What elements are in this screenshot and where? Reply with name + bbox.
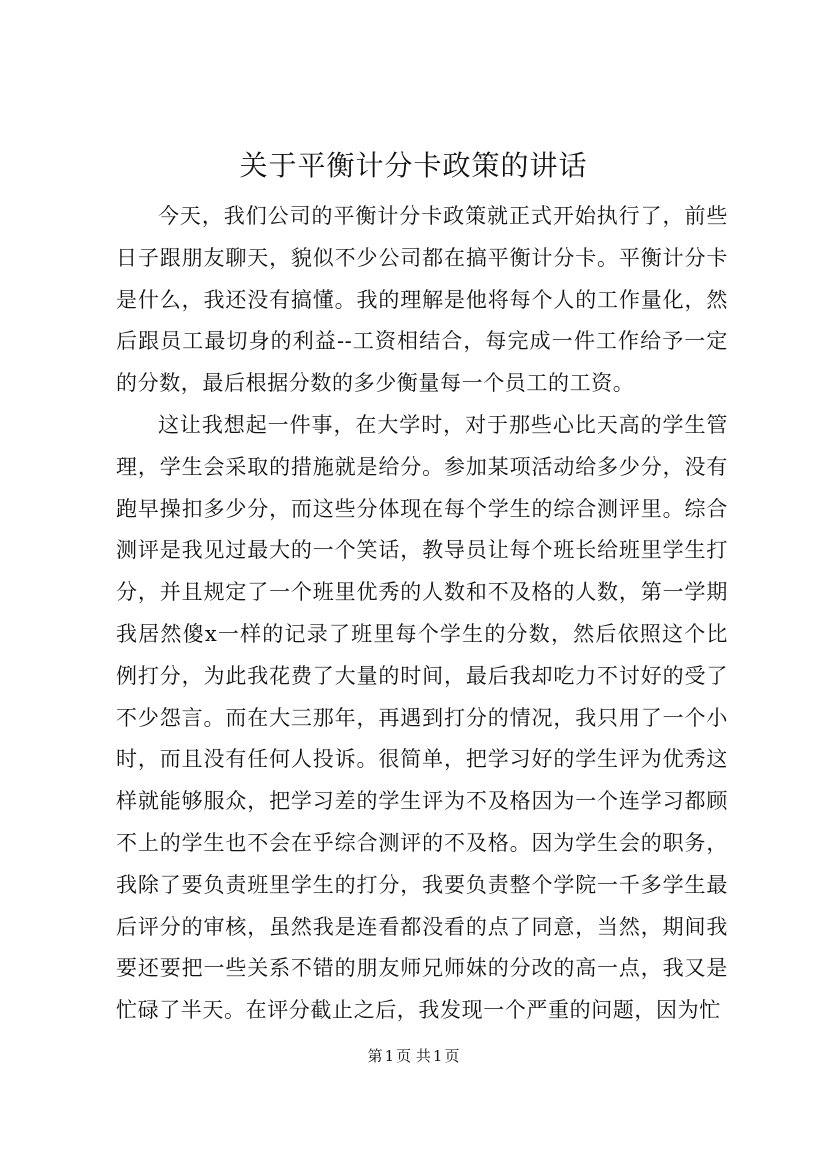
document-body	[116, 196, 728, 1032]
page-label-prefix: 第	[367, 1047, 383, 1065]
paragraph-1: 今天，我们公司的平衡计分卡政策就正式开始执行了，前些日子跟朋友聊天，貌似不少公司都在搞平衡计分卡。平衡计分卡是什么，我还没有搞懂。我的理解是他将每个人的工作量化，然后跟员工最切身的利益--工资相结合，每完成一件工作给予一定的分数，最后根据分数的多少衡量每一个员工的工资。	[116, 204, 728, 396]
paragraph-2: 这让我想起一件事，在大学时，对于那些心比天高的学生管理，学生会采取的措施就是给分。参加某项活动给多少分，没有跑早操扣多少分，而这些分体现在每个学生的综合测评里。综合测评是我见过最大的一个笑话，教导员让每个班长给班里学生打分，并且规定了一个班里优秀的人数和不及格的人数，第一学期我居然傻x一样的记录了班里每个学生的分数，然后依照这个比例打分，为此我花费了大量的时间，最后我却吃力不讨好的受了不少怨言。而在大三那年，再遇到打分的情况，我只用了一个小时，而且没有任何人投诉。很简单，把学习好的学生评为优秀这样就能够服众，把学习差的学生评为不及格因为一个连学习都顾不上的学生也不会在乎综合测评的不及格。因为学生会的职务，我除了要负责班里学生的打分，我要负责整个学院一千多学生最后评分的审核，虽然我是连看都没看的点了同意，当然，期间我要还要把一些关系不错的朋友师兄师妹的分改的高一点，我又是忙碌了半天。在评分截止之后，我发现一个严重的问题，因为忙	[116, 412, 728, 1023]
page-label-mid: 页 共	[396, 1047, 431, 1065]
page-total: 1	[432, 1047, 443, 1065]
page-footer	[0, 1046, 827, 1066]
page-label-suffix: 页	[444, 1047, 460, 1065]
document-title: 关于平衡计分卡政策的讲话	[239, 149, 588, 182]
page-number: 1	[384, 1047, 395, 1065]
